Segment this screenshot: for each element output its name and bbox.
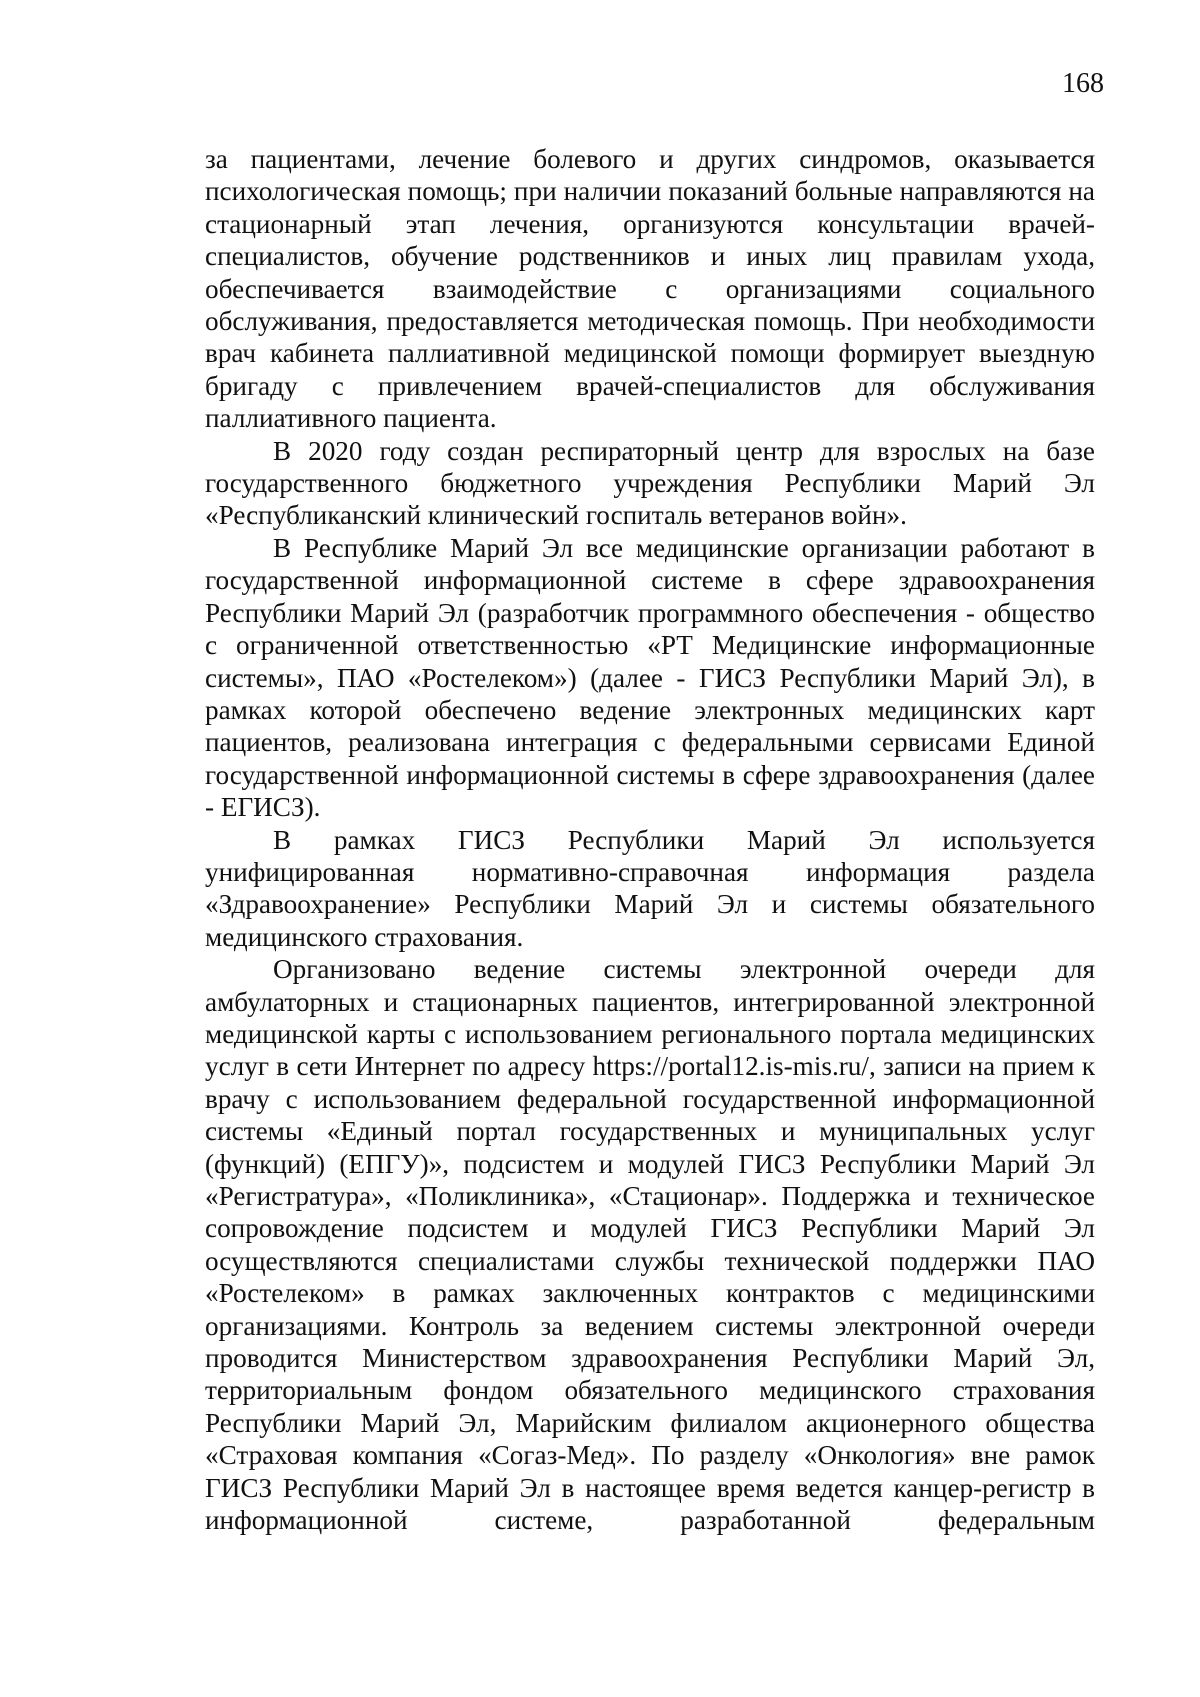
paragraph-gisz-overview: В Республике Марий Эл все медицинские организации работают в государственной информационной системе в сфере здравоохранения Республики Марий Эл (разработчик программного обеспечения - общество с ограниченной ответственностью «РТ Медицинские информационные системы», ПАО «Ростелеком») (далее - ГИСЗ Республики Марий Эл), в рамках которой обеспечено ведение электронных медицинских карт пациентов, реализована интеграция с федеральными сервисами Единой государственной информационной системы в сфере здравоохранения (далее - ЕГИСЗ). <box>205 532 1095 823</box>
paragraph-continuation: за пациентами, лечение болевого и других синдромов, оказывается психологическая помощь; при наличии показаний больные направляются на стационарный этап лечения, организуются консультации врачей-специалистов, обучение родственников и иных лиц правилам ухода, обеспечивается взаимодействие с организациями социального обслуживания, предоставляется методическая помощь. При необходимости врач кабинета паллиативной медицинской помощи формирует выездную бригаду с привлечением врачей-специалистов для обслуживания паллиативного пациента. <box>205 144 1095 434</box>
paragraph-reference-information: В рамках ГИСЗ Республики Марий Эл используется унифицированная нормативно-справочная информация раздела «Здравоохранение» Республики Марий Эл и системы обязательного медицинского страхования. <box>205 824 1095 952</box>
paragraph-electronic-queue: Организовано ведение системы электронной очереди для амбулаторных и стационарных пациентов, интегрированной электронной медицинской карты с использованием регионального портала медицинских услуг в сети Интернет по адресу https://portal12.is-mis.ru/, записи на прием к врачу с использованием федеральной государственной информационной системы «Единый портал государственных и муниципальных услуг (функций) (ЕПГУ)», подсистем и модулей ГИСЗ Республики Марий Эл «Регистратура», «Поликлиника», «Стационар». Поддержка и техническое сопровождение подсистем и модулей ГИСЗ Республики Марий Эл осуществляются специалистами службы технической поддержки ПАО «Ростелеком» в рамках заключенных контрактов с медицинскими организациями. Контроль за ведением системы электронной очереди проводится Министерством здравоохранения Республики Марий Эл, территориальным фондом обязательного медицинского страхования Республики Марий Эл, Марийским филиалом акционерного общества «Страховая компания «Согаз-Мед». По разделу «Онкология» вне рамок ГИСЗ Республики Марий Эл в настоящее время ведется канцер-регистр в информационной системе, разработанной федеральным <box>205 954 1095 1536</box>
paragraph-respiratory-center: В 2020 году создан респираторный центр для взрослых на базе государственного бюджетного учреждения Республики Марий Эл «Республиканский клинический госпиталь ветеранов войн». <box>205 435 1095 531</box>
document-body <box>205 143 1095 1536</box>
page-number: 168 <box>1062 68 1104 99</box>
